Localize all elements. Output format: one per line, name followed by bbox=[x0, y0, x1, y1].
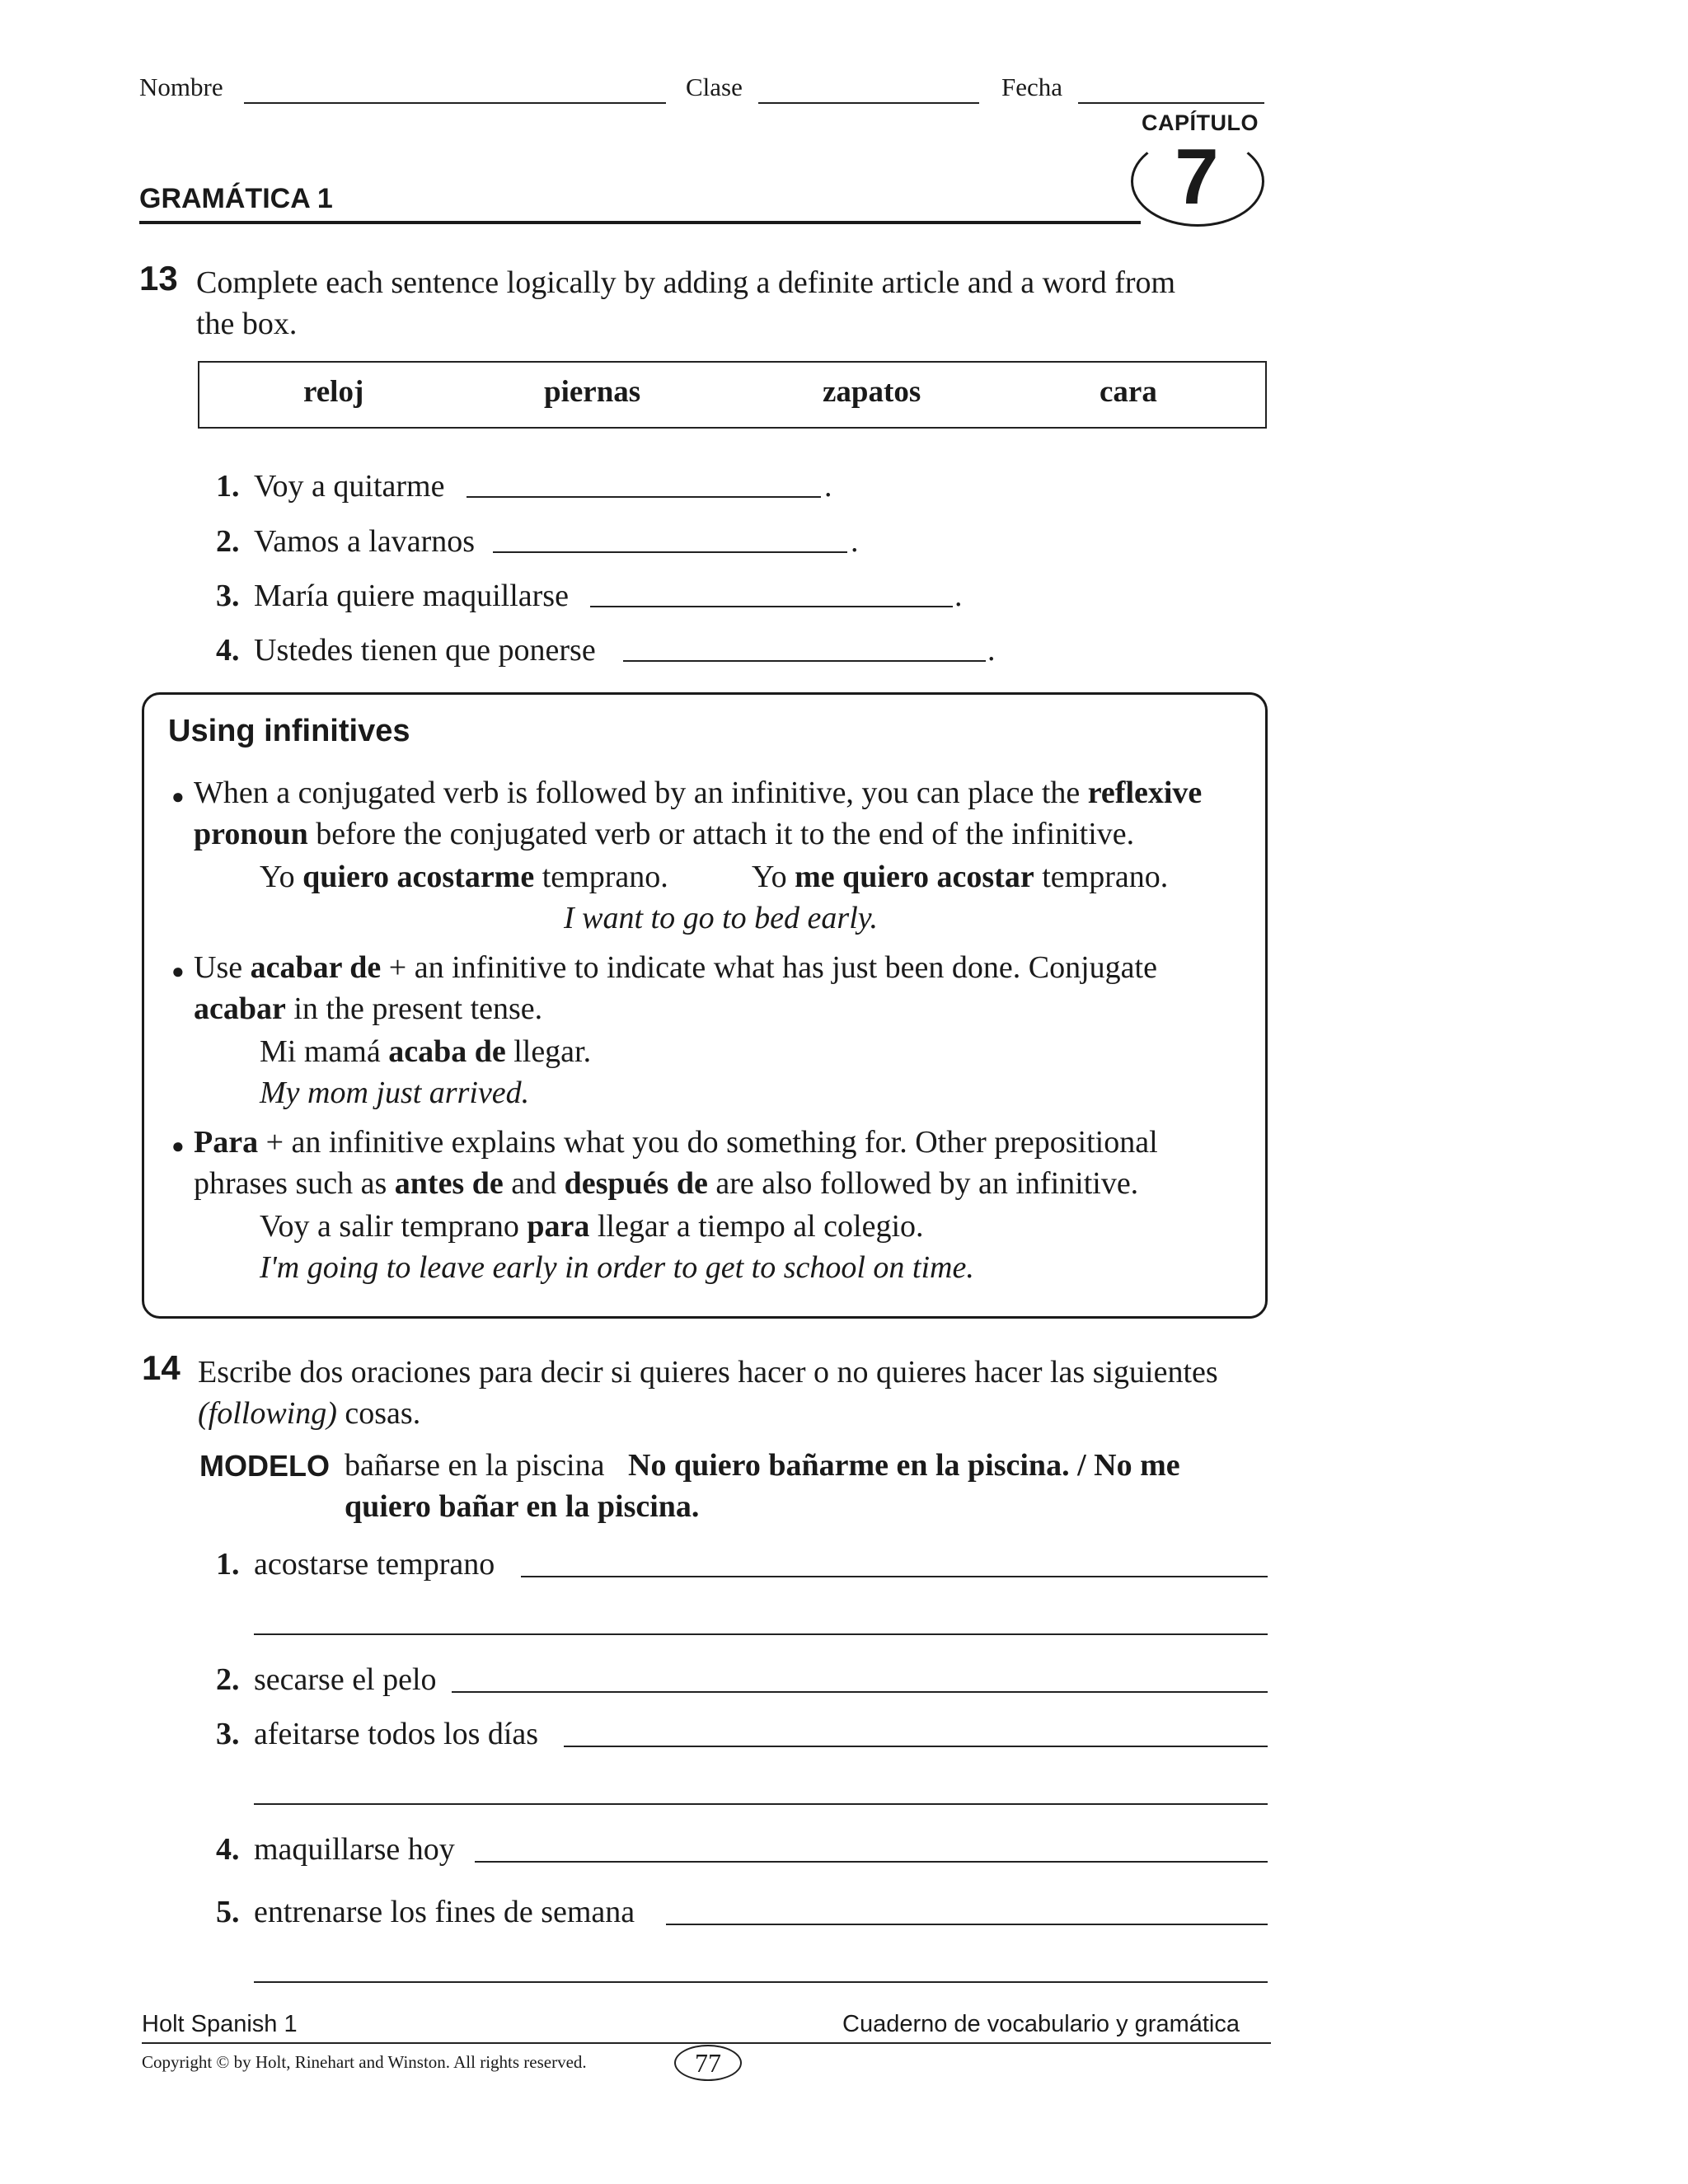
answer-field[interactable] bbox=[254, 1981, 1268, 1983]
copyright: Copyright © by Holt, Rinehart and Winston. All rights reserved. bbox=[142, 2052, 587, 2072]
item-prompt: Ustedes tienen que ponerse bbox=[254, 633, 596, 668]
item-number: 5. bbox=[216, 1895, 240, 1929]
fecha-label: Fecha bbox=[1001, 73, 1063, 101]
nombre-label: Nombre bbox=[139, 73, 223, 101]
title-rule bbox=[139, 221, 1141, 224]
item-prompt: Voy a quitarme bbox=[254, 469, 445, 504]
answer-field[interactable] bbox=[666, 1924, 1268, 1925]
word-box-item: reloj bbox=[303, 375, 364, 409]
item-prompt: secarse el pelo bbox=[254, 1662, 437, 1697]
clase-field[interactable] bbox=[758, 102, 979, 104]
activity-14-instructions-line-2: (following) cosas. bbox=[198, 1396, 421, 1431]
modelo-prompt: bañarse en la piscina bbox=[345, 1448, 605, 1483]
example-translation: I'm going to leave early in order to get to school on time. bbox=[260, 1250, 974, 1285]
fecha-field[interactable] bbox=[1078, 102, 1264, 104]
item-number: 4. bbox=[216, 1832, 240, 1867]
grammar-bullet-3-line-2: phrases such as antes de and después de are also followed by an infinitive. bbox=[194, 1166, 1139, 1201]
word-box-item: cara bbox=[1100, 375, 1157, 409]
bullet-icon: ● bbox=[171, 959, 185, 983]
example-sentence: Voy a salir temprano para llegar a tiempo al colegio. bbox=[260, 1209, 924, 1244]
item-period: . bbox=[851, 524, 859, 559]
example-translation: My mom just arrived. bbox=[260, 1076, 530, 1110]
footer-rule bbox=[142, 2042, 1271, 2044]
item-number: 1. bbox=[216, 469, 240, 504]
section-title: GRAMÁTICA 1 bbox=[139, 183, 333, 214]
item-number: 3. bbox=[216, 1717, 240, 1751]
modelo-answer-line-1: No quiero bañarme en la piscina. / No me bbox=[628, 1448, 1180, 1483]
grammar-bullet-2-line-1: Use acabar de + an infinitive to indicate what has just been done. Conjugate bbox=[194, 950, 1157, 985]
capitulo-label: CAPÍTULO bbox=[1142, 110, 1259, 135]
bullet-icon: ● bbox=[171, 785, 185, 808]
modelo-answer-line-2: quiero bañar en la piscina. bbox=[345, 1489, 700, 1524]
bullet-icon: ● bbox=[171, 1134, 185, 1158]
activity-13-instructions-line-2: the box. bbox=[196, 307, 298, 341]
example-translation: I want to go to bed early. bbox=[564, 901, 879, 935]
answer-field[interactable] bbox=[254, 1633, 1268, 1635]
item-prompt: María quiere maquillarse bbox=[254, 579, 569, 613]
item-number: 4. bbox=[216, 633, 240, 668]
activity-14-number: 14 bbox=[142, 1348, 181, 1387]
example-sentence: Yo me quiero acostar temprano. bbox=[752, 860, 1169, 894]
answer-field[interactable] bbox=[521, 1576, 1268, 1577]
answer-field[interactable] bbox=[564, 1746, 1268, 1747]
word-box-item: zapatos bbox=[823, 375, 921, 409]
item-prompt: maquillarse hoy bbox=[254, 1832, 455, 1867]
answer-field[interactable] bbox=[590, 606, 953, 607]
answer-field[interactable] bbox=[254, 1803, 1268, 1805]
grammar-bullet-3-line-1: Para + an infinitive explains what you do something for. Other prepositional bbox=[194, 1125, 1158, 1160]
grammar-box-title: Using infinitives bbox=[168, 714, 410, 748]
footer-book-title: Holt Spanish 1 bbox=[142, 2011, 298, 2037]
item-period: . bbox=[824, 469, 832, 504]
item-number: 2. bbox=[216, 1662, 240, 1697]
answer-field[interactable] bbox=[623, 660, 986, 662]
example-sentence: Yo quiero acostarme temprano. bbox=[260, 860, 668, 894]
item-period: . bbox=[987, 633, 996, 668]
activity-13-number: 13 bbox=[139, 259, 178, 298]
item-prompt: afeitarse todos los días bbox=[254, 1717, 539, 1751]
answer-field[interactable] bbox=[493, 551, 847, 553]
nombre-field[interactable] bbox=[244, 102, 666, 104]
grammar-bullet-1-line-1: When a conjugated verb is followed by an infinitive, you can place the reflexive bbox=[194, 776, 1203, 810]
page-number: 77 bbox=[695, 2048, 721, 2078]
answer-field[interactable] bbox=[475, 1861, 1268, 1863]
example-sentence: Mi mamá acaba de llegar. bbox=[260, 1034, 592, 1069]
word-box-item: piernas bbox=[544, 375, 641, 409]
answer-field[interactable] bbox=[467, 496, 821, 498]
grammar-bullet-2-line-2: acabar in the present tense. bbox=[194, 991, 543, 1026]
clase-label: Clase bbox=[686, 73, 743, 101]
item-prompt: entrenarse los fines de semana bbox=[254, 1895, 635, 1929]
item-prompt: Vamos a lavarnos bbox=[254, 524, 476, 559]
item-period: . bbox=[954, 579, 963, 613]
item-number: 3. bbox=[216, 579, 240, 613]
item-number: 2. bbox=[216, 524, 240, 559]
chapter-number: 7 bbox=[1175, 133, 1219, 221]
footer-workbook-title: Cuaderno de vocabulario y gramática bbox=[842, 2011, 1240, 2037]
item-prompt: acostarse temprano bbox=[254, 1547, 495, 1582]
grammar-bullet-1-line-2: pronoun before the conjugated verb or attach it to the end of the infinitive. bbox=[194, 817, 1135, 851]
activity-13-instructions-line-1: Complete each sentence logically by adding a definite article and a word from bbox=[196, 265, 1176, 300]
activity-14-instructions-line-1: Escribe dos oraciones para decir si quieres hacer o no quieres hacer las siguientes bbox=[198, 1355, 1218, 1390]
answer-field[interactable] bbox=[452, 1691, 1268, 1693]
modelo-label: MODELO bbox=[199, 1449, 330, 1483]
item-number: 1. bbox=[216, 1547, 240, 1582]
